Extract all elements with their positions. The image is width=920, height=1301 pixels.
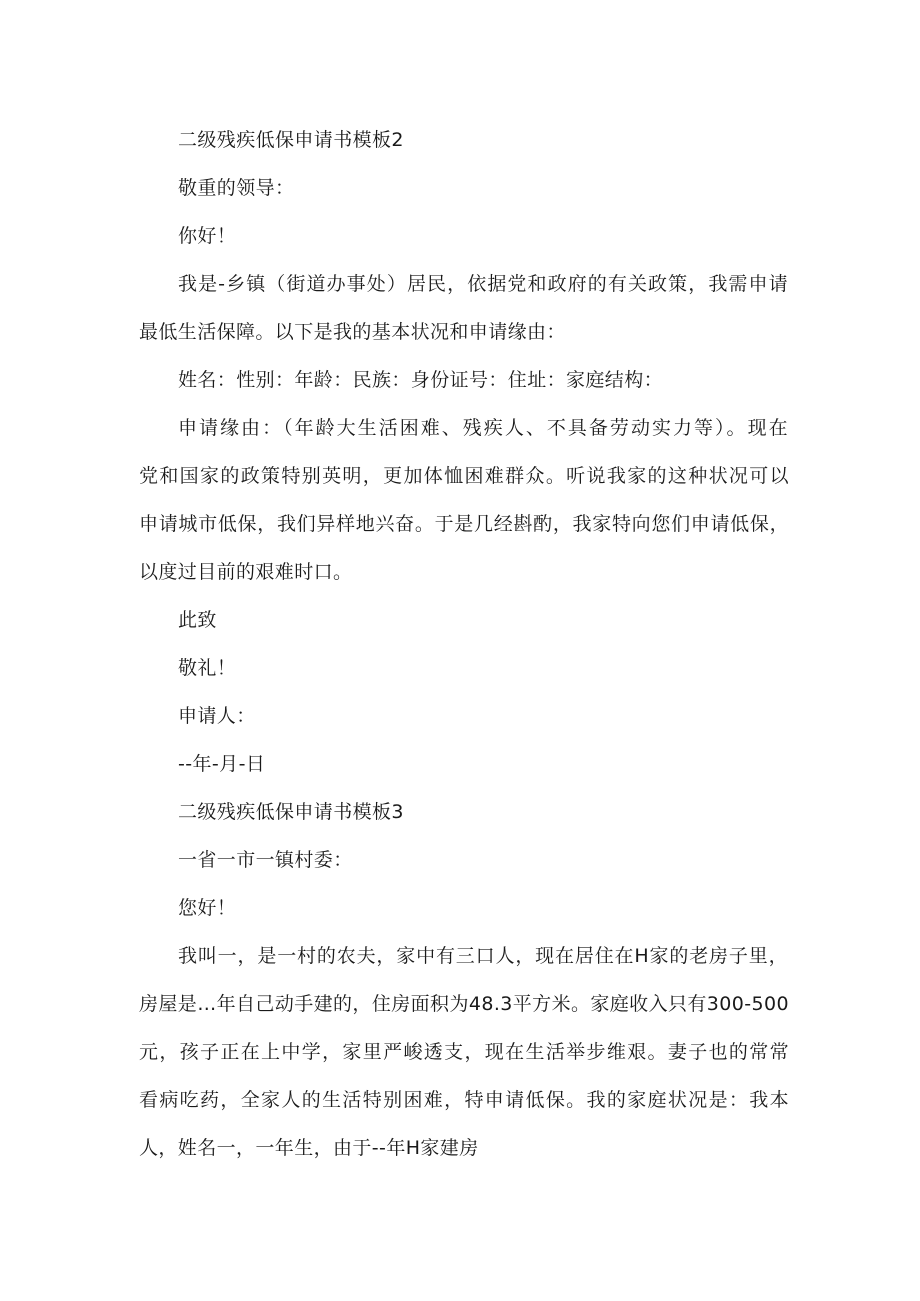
section-title-template-3: 二级残疾低保申请书模板3 [178, 801, 404, 823]
paragraph-line: 申请缘由：（年龄大生活困难、残疾人、不具备劳动实力等）。现在 [178, 417, 788, 439]
closing-line: 此致 [178, 609, 217, 631]
paragraph-line: 房屋是…年自己动手建的，住房面积为48.3平方米。家庭收入只有300-500 [139, 993, 789, 1015]
salutation: 敬重的领导： [178, 177, 295, 199]
paragraph-line: 最低生活保障。以下是我的基本状况和申请缘由： [139, 321, 566, 343]
date-line: --年-月-日 [178, 753, 266, 775]
paragraph-line: 党和国家的政策特别英明，更加体恤困难群众。听说我家的这种状况可以 [139, 465, 789, 487]
paragraph-line: 看病吃药，全家人的生活特别困难，特申请低保。我的家庭状况是：我本 [139, 1089, 789, 1111]
paragraph-line: 以度过目前的艰难时口。 [139, 561, 353, 583]
recipient-line: 一省一市一镇村委： [178, 849, 353, 871]
paragraph-line: 我是-乡镇（街道办事处）居民，依据党和政府的有关政策，我需申请 [178, 273, 788, 295]
greeting: 您好！ [178, 897, 237, 919]
closing-salute: 敬礼！ [178, 657, 237, 679]
personal-info-line: 姓名：性别：年龄：民族：身份证号：住址：家庭结构： [178, 369, 664, 391]
paragraph-line: 元，孩子正在上中学，家里严峻透支，现在生活举步维艰。妻子也的常常 [139, 1041, 789, 1063]
section-title-template-2: 二级残疾低保申请书模板2 [178, 129, 404, 151]
applicant-label: 申请人： [178, 705, 256, 727]
paragraph-line: 申请城市低保，我们异样地兴奋。于是几经斟酌，我家特向您们申请低保， [139, 513, 789, 535]
paragraph-line: 人，姓名一，一年生，由于--年H家建房 [139, 1137, 479, 1159]
paragraph-line: 我叫一，是一村的农夫，家中有三口人，现在居住在H家的老房子里， [178, 945, 788, 967]
greeting: 你好！ [178, 225, 237, 247]
